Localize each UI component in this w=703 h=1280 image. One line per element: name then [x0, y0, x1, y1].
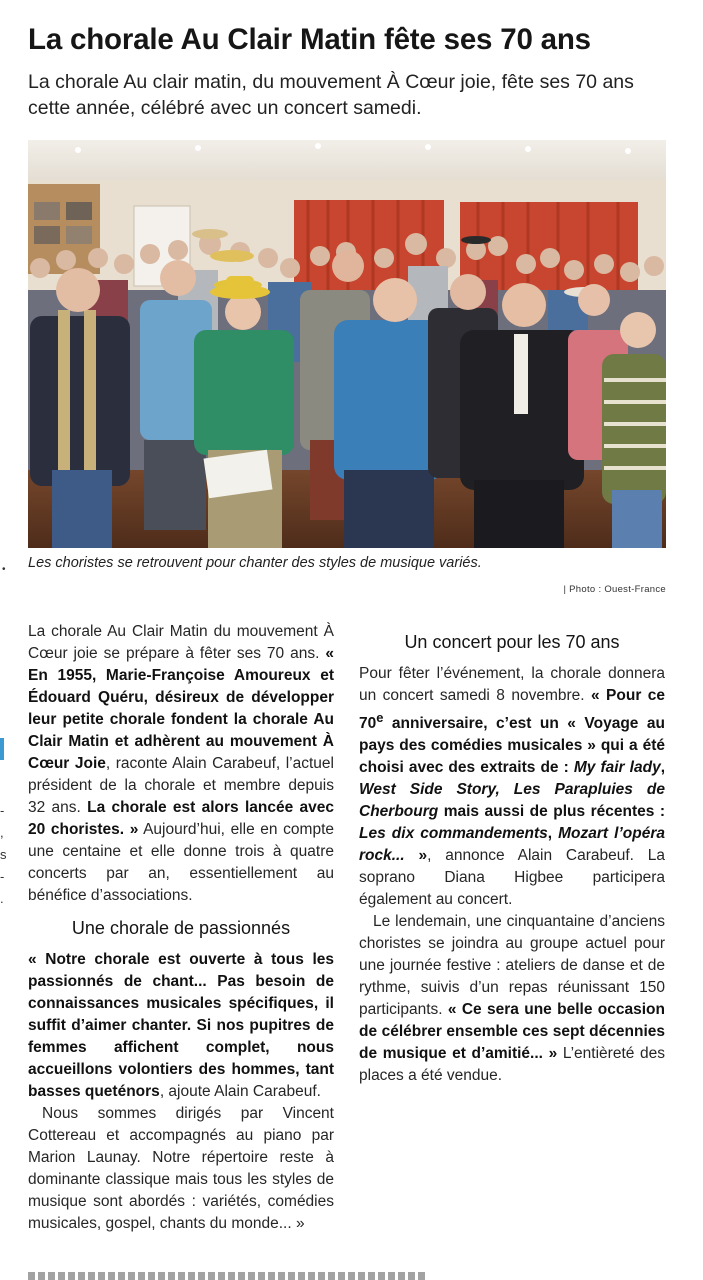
paragraph-intro	[28, 621, 334, 907]
superscript: e	[376, 710, 384, 725]
title-italic: Les dix commandements	[359, 825, 548, 843]
margin-bullet: •	[2, 564, 6, 575]
margin-cut-text	[0, 800, 8, 910]
subheading-passionnes: Une chorale de passionnés	[71, 918, 291, 938]
margin-mark: ,	[0, 825, 4, 840]
photo-credit: | Photo : Ouest-France	[563, 584, 666, 595]
text-span: La chorale Au Clair Matin du mouvement À Cœur joie se prépare à fêter ses 70 ans.	[28, 623, 334, 662]
photo-caption: Les choristes se retrouvent pour chanter des styles de musique variés.	[28, 555, 482, 571]
title-italic: My fair lady	[573, 759, 661, 777]
text-span: »	[404, 847, 428, 865]
text-span: mais aussi de plus récentes :	[438, 803, 665, 821]
article-column-right	[359, 621, 665, 1087]
title-italic: West Side Story, Les Parapluies de Cherbourg	[359, 781, 665, 821]
quote-bold: La chorale est alors lancée avec 20 choristes. »	[28, 799, 334, 838]
text-span: , ajoute Alain Carabeuf.	[159, 1083, 321, 1100]
article-photo	[28, 140, 666, 548]
choir-photo-illustration	[28, 140, 666, 548]
text-span: Pour fêter l’événement, la chorale donnera un concert samedi 8 novembre.	[359, 665, 665, 704]
margin-accent-bar	[0, 738, 4, 760]
margin-mark: -	[0, 803, 5, 818]
text-span: Aujourd’hui, elle en compte une centaine et elle donne trois à quatre concerts par an, essentiellement au bénéfice d’associations.	[28, 821, 334, 904]
margin-mark: .	[0, 891, 4, 906]
quote-bold: « En 1955, Marie-Françoise Amoureux et Édouard Quéru, désireux de développer leur petite chorale fondent la chorale Au Clair Matin et adhèrent au mouvement À Cœur Joie	[28, 645, 334, 772]
subhead: La chorale Au clair matin, du mouvement À Cœur joie, fête ses 70 ans cette année, célébré avec un concert samedi.	[28, 71, 634, 119]
margin-mark: s	[0, 847, 7, 862]
text-span: « Pour ce 70	[359, 687, 666, 733]
cut-off-next-article	[28, 1272, 428, 1280]
text-span: Nous sommes dirigés par Vincent Cottereau et accompagnés au piano par Marion Launay. Notre répertoire reste à dominante classique mais tous les styles de musique sont abordés : variétés, comédies musicales, gospel, chants du monde... »	[28, 1105, 334, 1232]
text-span: anniversaire, c’est un « Voyage au pays des comédies musicales » qui a été choisi avec des extraits de :	[359, 715, 665, 777]
title-italic: Mozart l’opéra rock...	[359, 825, 665, 865]
quote-bold	[359, 687, 665, 864]
paragraph-concert	[359, 663, 665, 911]
paragraph-lendemain	[359, 911, 665, 1087]
text-span: , annonce Alain Carabeuf. La soprano Diana Higbee participera également au concert.	[359, 847, 665, 909]
text-span: ,	[660, 759, 665, 777]
text-span: Le lendemain, une cinquantaine d’anciens choristes se joindra au groupe actuel pour une journée festive : ateliers de danse et de rythme, suivis d’un repas réunissant 150 participants.	[359, 913, 665, 1019]
text-span: L’entièreté des places a été vendue.	[359, 1045, 665, 1085]
margin-mark: -	[0, 869, 5, 884]
paragraph-passionnes	[28, 949, 334, 1103]
text-span: ,	[547, 825, 559, 843]
quote-bold: « Ce sera une belle occasion de célébrer ensemble ces sept décennies de musique et d’amitié... »	[359, 1001, 665, 1063]
quote-bold: « Notre chorale est ouverte à tous les passionnés de chant... Pas besoin de connaissances musicales spécifiques, il suffit d’aimer chanter. Si nos pupitres de femmes affichent complet, nous accueillons volontiers des hommes, tant basses queténors	[28, 951, 334, 1100]
paragraph-direction	[28, 1103, 334, 1235]
text-span: , raconte Alain Carabeuf, l’actuel président de la chorale et membre depuis 32 ans.	[28, 755, 334, 816]
subheading-concert: Un concert pour les 70 ans	[404, 632, 620, 652]
article-column-left	[28, 621, 334, 1235]
headline: La chorale Au Clair Matin fête ses 70 ans	[28, 23, 591, 56]
